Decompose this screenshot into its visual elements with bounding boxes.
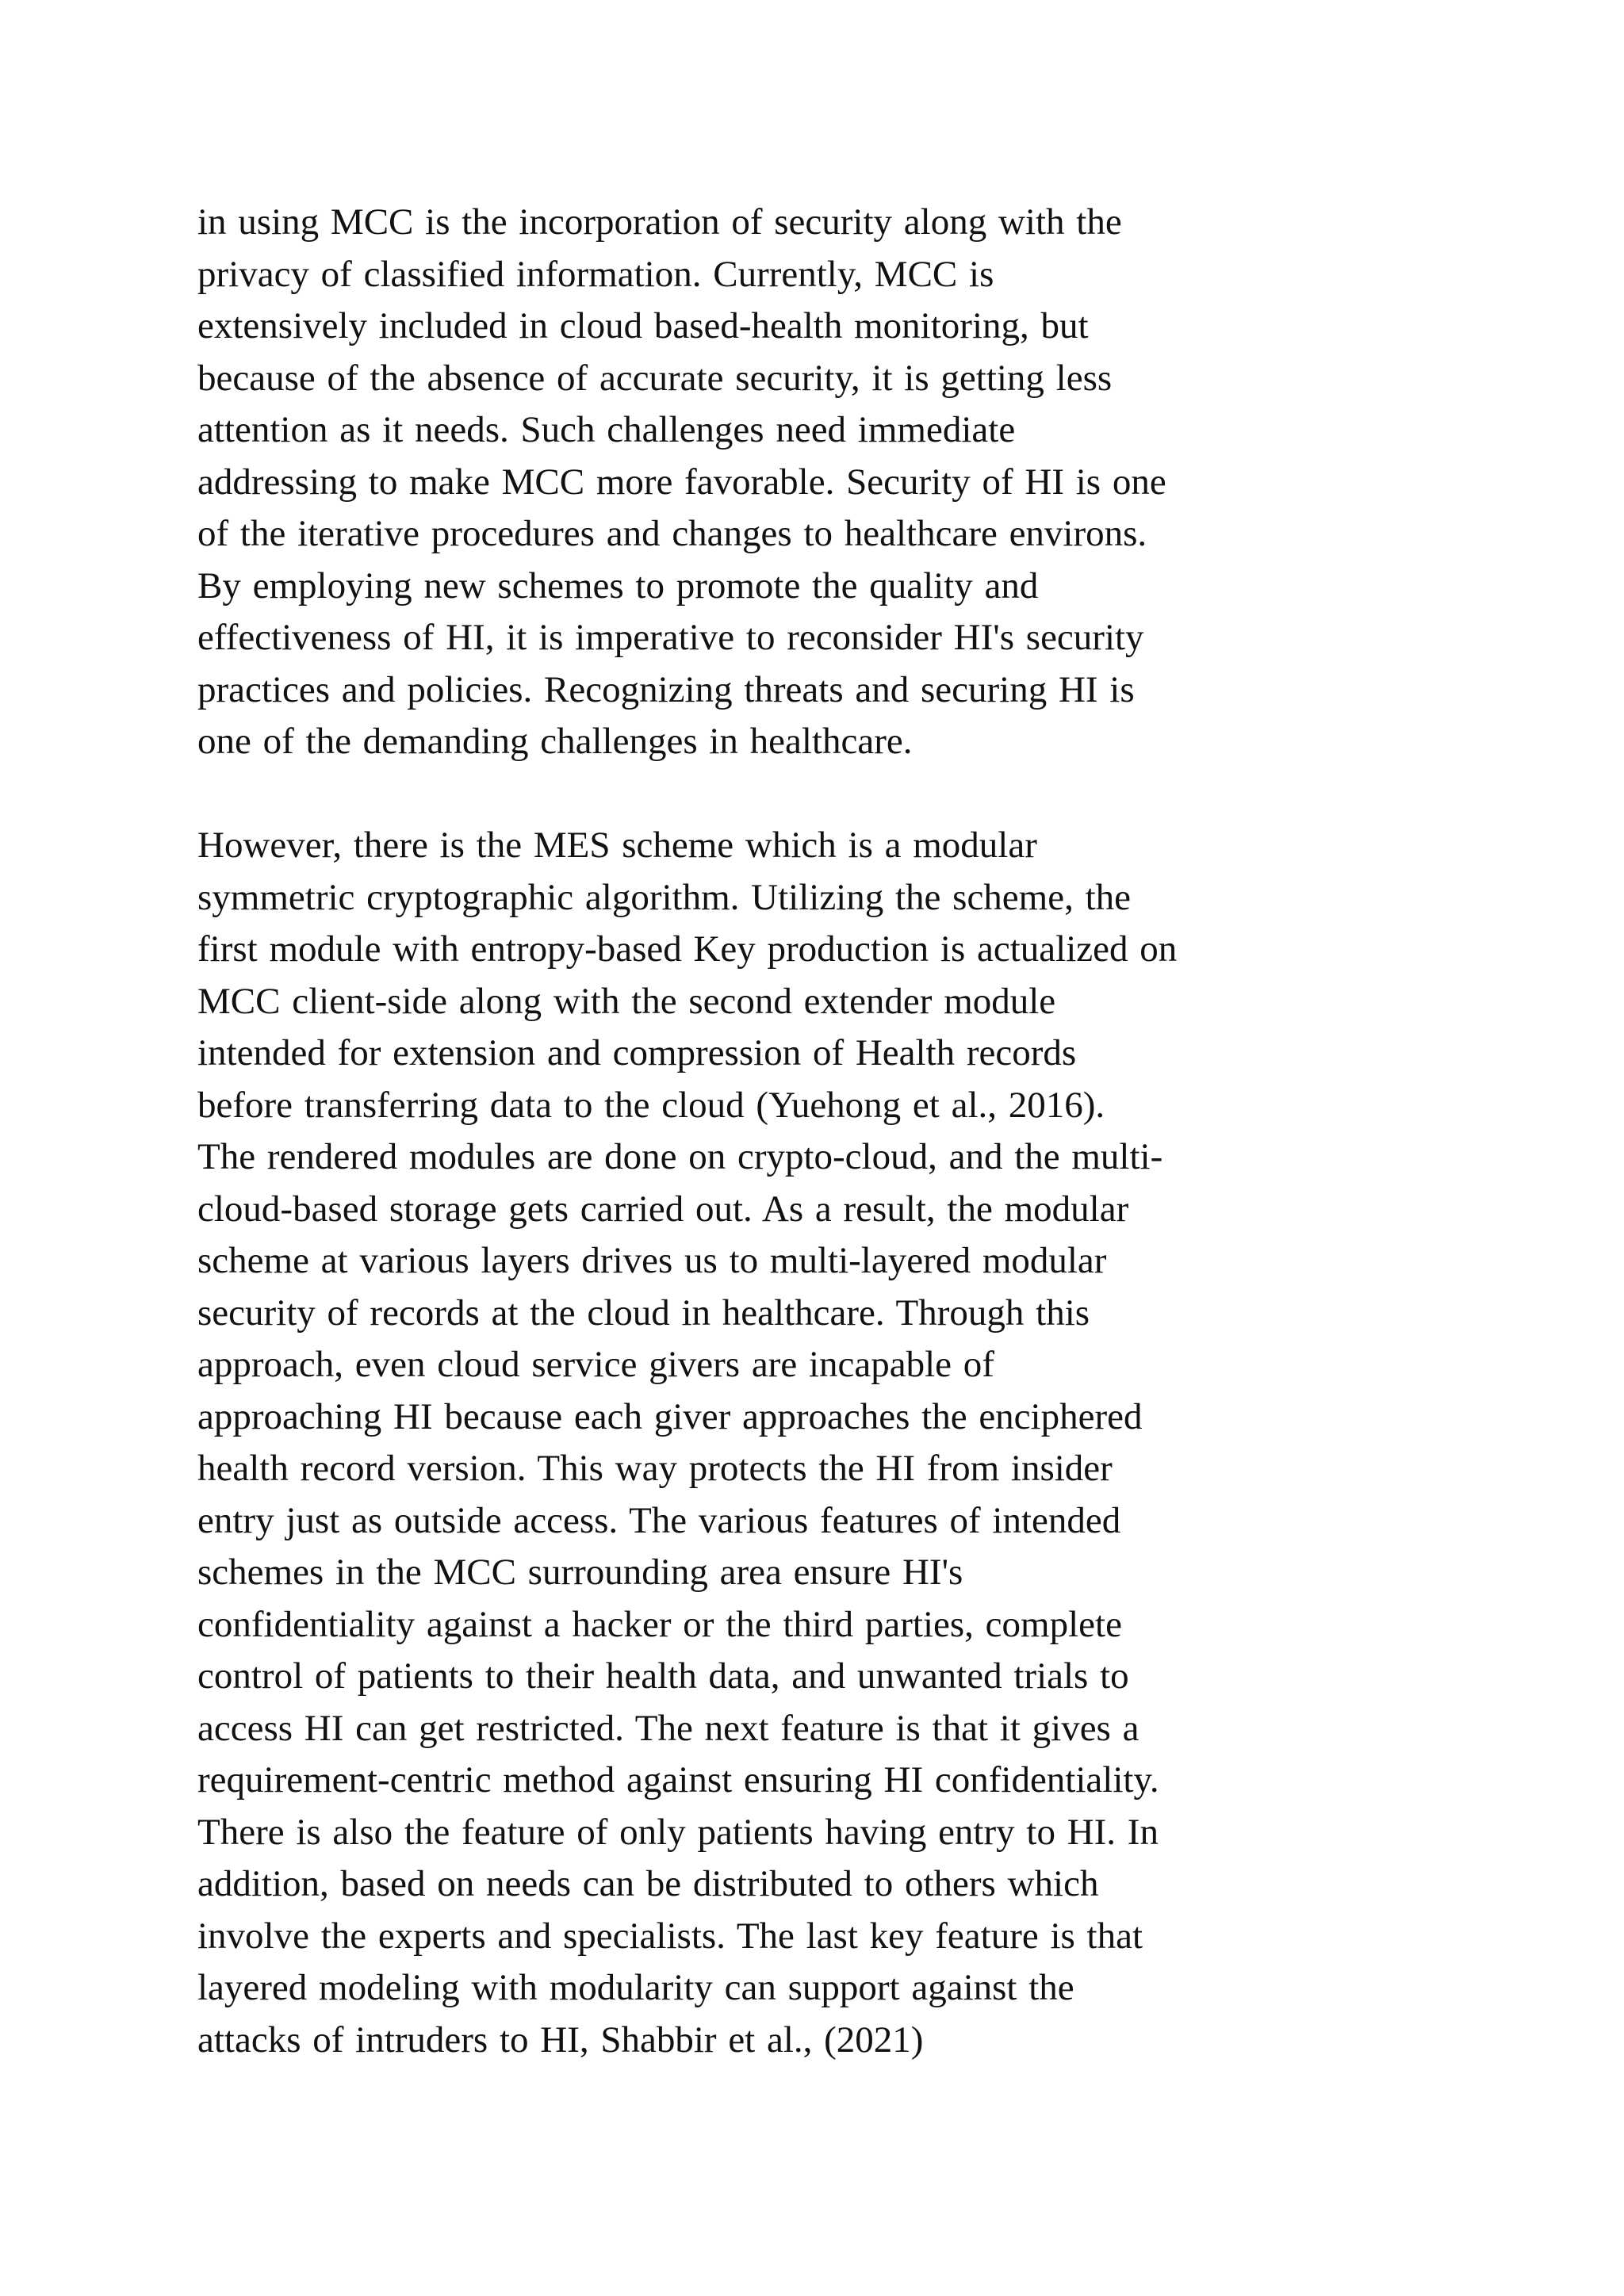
text-line: intended for extension and compression of Health records (197, 1032, 1077, 1073)
text-line: schemes in the MCC surrounding area ensure HI's (197, 1552, 963, 1593)
text-line: However, there is the MES scheme which is a modular (197, 825, 1037, 866)
text-line: before transferring data to the cloud (Yuehong et al., 2016). (197, 1084, 1105, 1126)
text-line: confidentiality against a hacker or the third parties, complete (197, 1603, 1122, 1645)
text-line: practices and policies. Recognizing threats and securing HI is (197, 668, 1135, 710)
text-line: access HI can get restricted. The next feature is that it gives a (197, 1707, 1139, 1749)
paragraph-mes-scheme (197, 820, 1498, 2066)
text-line: of the iterative procedures and changes to healthcare environs. (197, 513, 1147, 554)
text-line: cloud-based storage gets carried out. As a result, the modular (197, 1188, 1129, 1230)
text-line: symmetric cryptographic algorithm. Utilizing the scheme, the (197, 876, 1132, 918)
text-line: layered modeling with modularity can support against the (197, 1967, 1074, 2008)
text-line: involve the experts and specialists. The last key feature is that (197, 1915, 1143, 1957)
text-line: in using MCC is the incorporation of security along with the (197, 201, 1122, 243)
text-line: effectiveness of HI, it is imperative to reconsider HI's security (197, 617, 1144, 658)
text-line: extensively included in cloud based-health monitoring, but (197, 305, 1089, 346)
text-line: addition, based on needs can be distributed to others which (197, 1863, 1099, 1904)
text-line: MCC client-side along with the second extender module (197, 980, 1056, 1022)
text-line: By employing new schemes to promote the quality and (197, 564, 1039, 607)
text-line: approaching HI because each giver approaches the enciphered (197, 1395, 1143, 1437)
text-line: control of patients to their health data, and unwanted trials to (197, 1655, 1129, 1697)
text-line: The rendered modules are done on crypto-cloud, and the multi- (197, 1136, 1163, 1177)
text-line: entry just as outside access. The various features of intended (197, 1499, 1121, 1541)
text-line: attacks of intruders to HI, Shabbir et al., (2021) (197, 2019, 924, 2061)
text-line: security of records at the cloud in healthcare. Through this (197, 1292, 1090, 1334)
text-line: requirement-centric method against ensuring HI confidentiality. (197, 1759, 1159, 1800)
text-line: first module with entropy-based Key production is actualized on (197, 928, 1178, 970)
text-line: health record version. This way protects the HI from insider (197, 1448, 1113, 1489)
text-line: addressing to make MCC more favorable. Security of HI is one (197, 461, 1166, 503)
text-line: There is also the feature of only patients having entry to HI. In (197, 1811, 1159, 1853)
text-line: because of the absence of accurate security, it is getting less (197, 357, 1113, 399)
text-line: approach, even cloud service givers are incapable of (197, 1344, 994, 1385)
text-line: privacy of classified information. Currently, MCC is (197, 253, 994, 295)
text-line: scheme at various layers drives us to multi-layered modular (197, 1240, 1107, 1281)
text-line: attention as it needs. Such challenges need immediate (197, 409, 1016, 450)
text-line: one of the demanding challenges in healthcare. (197, 721, 913, 762)
paragraph-mcc-security (197, 197, 1498, 768)
